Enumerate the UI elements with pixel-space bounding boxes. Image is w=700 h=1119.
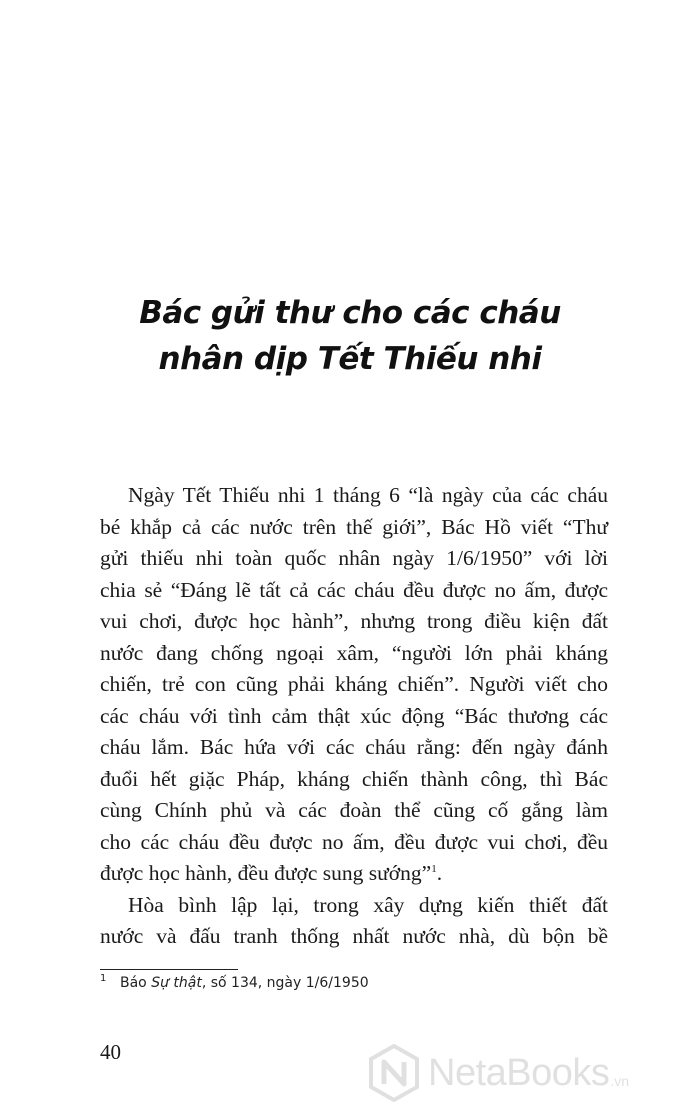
text-line: cho các cháu đều được no ấm, đều được vui chơi, đều: [100, 829, 608, 854]
footnote-source-title: Sự thật: [151, 975, 202, 991]
paragraph-1: [100, 480, 608, 890]
footnote-reference[interactable]: 1: [431, 862, 437, 875]
text-line: bé khắp cả các nước trên thế giới”, Bác Hồ viết “Thư: [100, 514, 608, 539]
footnote-rest: , số 134, ngày 1/6/1950: [201, 975, 369, 991]
chapter-title-line-1: Bác gửi thư cho các cháu: [139, 295, 561, 331]
watermark-text: NetaBooks: [428, 1051, 610, 1094]
text-line: gửi thiếu nhi toàn quốc nhân ngày 1/6/1950” với lời: [100, 546, 608, 570]
footnote: [100, 975, 369, 991]
chapter-title-line-2: nhân dịp Tết Thiếu nhi: [158, 341, 542, 377]
text-line: chia sẻ “Đáng lẽ tất cả các cháu đều được no ấm, được: [100, 577, 608, 602]
text-line: vui chơi, được học hành”, nhưng trong điều kiện đất: [100, 609, 608, 633]
text-line: đuổi hết giặc Pháp, kháng chiến thành công, thì Bác: [100, 766, 608, 791]
text-line: Ngày Tết Thiếu nhi 1 tháng 6 “là ngày của các cháu: [128, 483, 608, 507]
text-line: các cháu với tình cảm thật xúc động “Bác thương các: [100, 703, 608, 728]
footnote-prefix: Báo: [120, 975, 152, 991]
watermark-suffix: .vn: [610, 1073, 630, 1089]
footnote-divider: [100, 969, 238, 970]
page-number: 40: [100, 1040, 121, 1064]
body-text: [100, 480, 608, 953]
netabooks-logo-icon: [368, 1044, 420, 1102]
paragraph-2: [100, 890, 608, 953]
text-line: Hòa bình lập lại, trong xây dựng kiến thiết đất: [128, 892, 608, 917]
footnote-mark: 1: [100, 973, 107, 984]
text-line-last: được học hành, đều được sung sướng”$^1$.: [100, 861, 443, 885]
watermark-logo: [368, 1043, 629, 1103]
text-line: nước đang chống ngoại xâm, “người lớn phải kháng: [100, 640, 608, 665]
text-line: cùng Chính phủ và các đoàn thể cũng cố gắng làm: [100, 798, 608, 822]
text-line: chiến, trẻ con cũng phải kháng chiến”. Người viết cho: [100, 672, 608, 696]
chapter-title: [0, 290, 700, 382]
text-line: nước và đấu tranh thống nhất nước nhà, dù bộn bề: [100, 924, 608, 948]
text-line: cháu lắm. Bác hứa với các cháu rằng: đến ngày đánh: [100, 735, 608, 759]
text-line-content: được học hành, đều được sung sướng”: [100, 861, 432, 885]
